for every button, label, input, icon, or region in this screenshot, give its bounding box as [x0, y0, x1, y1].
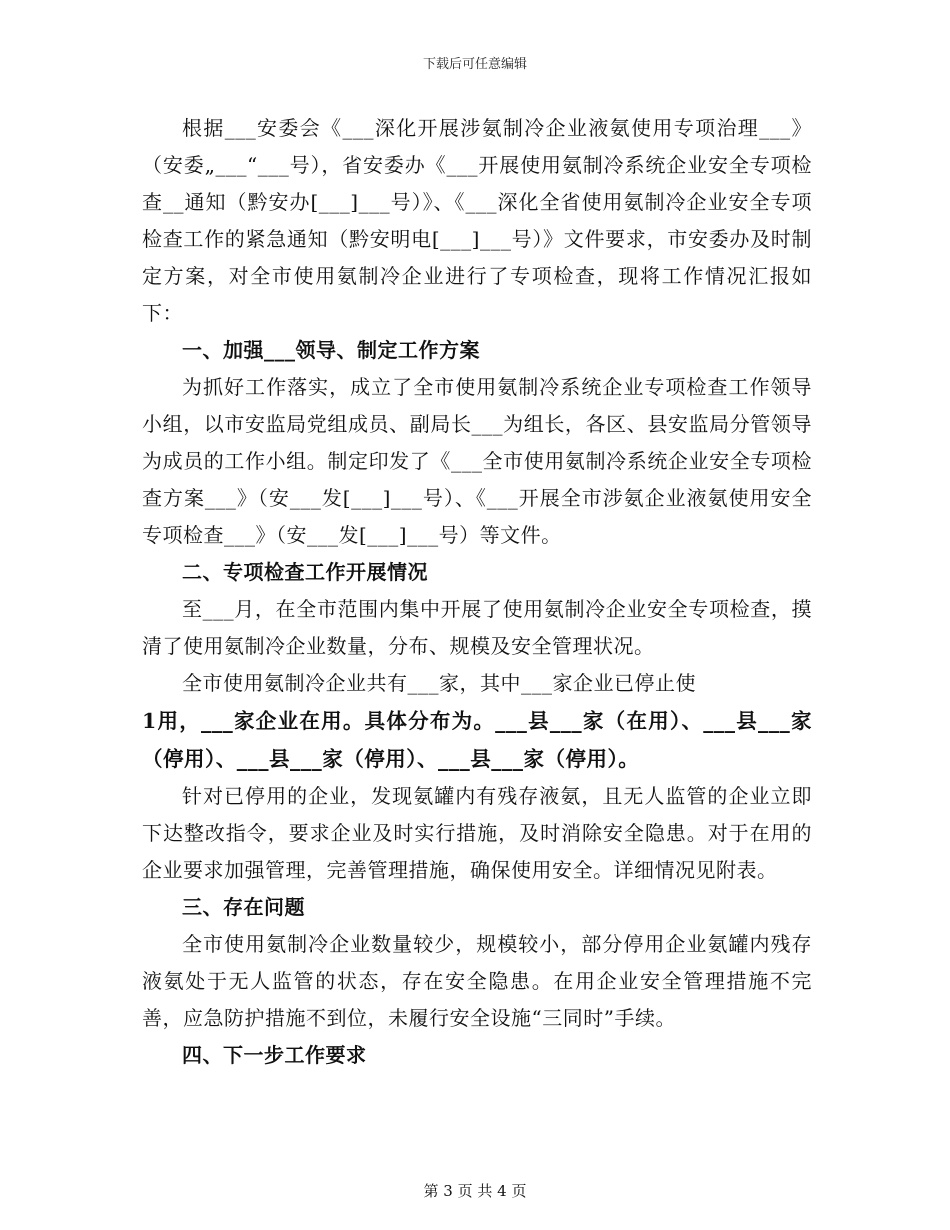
section-1-paragraph: 为抓好工作落实，成立了全市使用氨制冷系统企业专项检查工作领导小组，以市安监局党组成员、副局长___为组长，各区、县安监局分管领导为成员的工作小组。制定印发了《___全市使用氨制冷系统企业安全专项检查方案___》（安___发[___]___号）、《___开展全市涉氨企业液氨使用安全专项检查___》（安___发[___]___号）等文件。 [142, 375, 812, 547]
section-2-paragraph-1: 至___月，在全市范围内集中开展了使用氨制冷企业安全专项检查，摸清了使用氨制冷企业数量，分布、规模及安全管理状况。 [142, 597, 812, 658]
section-heading-2: 二、专项检查工作开展情况 [182, 560, 428, 584]
section-2-distribution: 1用，___家企业在用。具体分布为。___县___家（在用）、___县___家（停用）、___县___家（停用）、___县___家（停用）。 [142, 709, 812, 771]
section-3-paragraph: 全市使用氨制冷企业数量较少，规模较小，部分停用企业氨罐内残存液氨处于无人监管的状态，存在安全隐患。在用企业安全管理措施不完善，应急防护措施不到位，未履行安全设施“三同时”手续。 [142, 932, 812, 1030]
section-heading-1: 一、加强___领导、制定工作方案 [182, 338, 480, 362]
intro-paragraph: 根据___安委会《___深化开展涉氨制冷企业液氨使用专项治理___》（安委„___“___号），省安委办《___开展使用氨制冷系统企业安全专项检查__通知（黔安办[___]___号）》、《___深化全省使用氨制冷企业安全专项检查工作的紧急通知（黔安明电[___]___号）》文件要求，市安委办及时制定方案，对全市使用氨制冷企业进行了专项检查，现将工作情况汇报如下： [142, 116, 812, 325]
page-footer: 第 3 页 共 4 页 [423, 1182, 527, 1200]
section-2-paragraph-2: 全市使用氨制冷企业共有___家，其中___家企业已停止使 [182, 671, 696, 695]
section-2-paragraph-3: 针对已停用的企业，发现氨罐内有残存液氨，且无人监管的企业立即下达整改指令，要求企业及时实行措施，及时消除安全隐患。对于在用的企业要求加强管理，完善管理措施，确保使用安全。详细情况见附表。 [142, 784, 812, 882]
page-header: 下载后可任意编辑 [422, 57, 527, 72]
section-heading-3: 三、存在问题 [182, 895, 305, 919]
document-body [142, 110, 812, 1074]
section-heading-4: 四、下一步工作要求 [182, 1043, 367, 1067]
